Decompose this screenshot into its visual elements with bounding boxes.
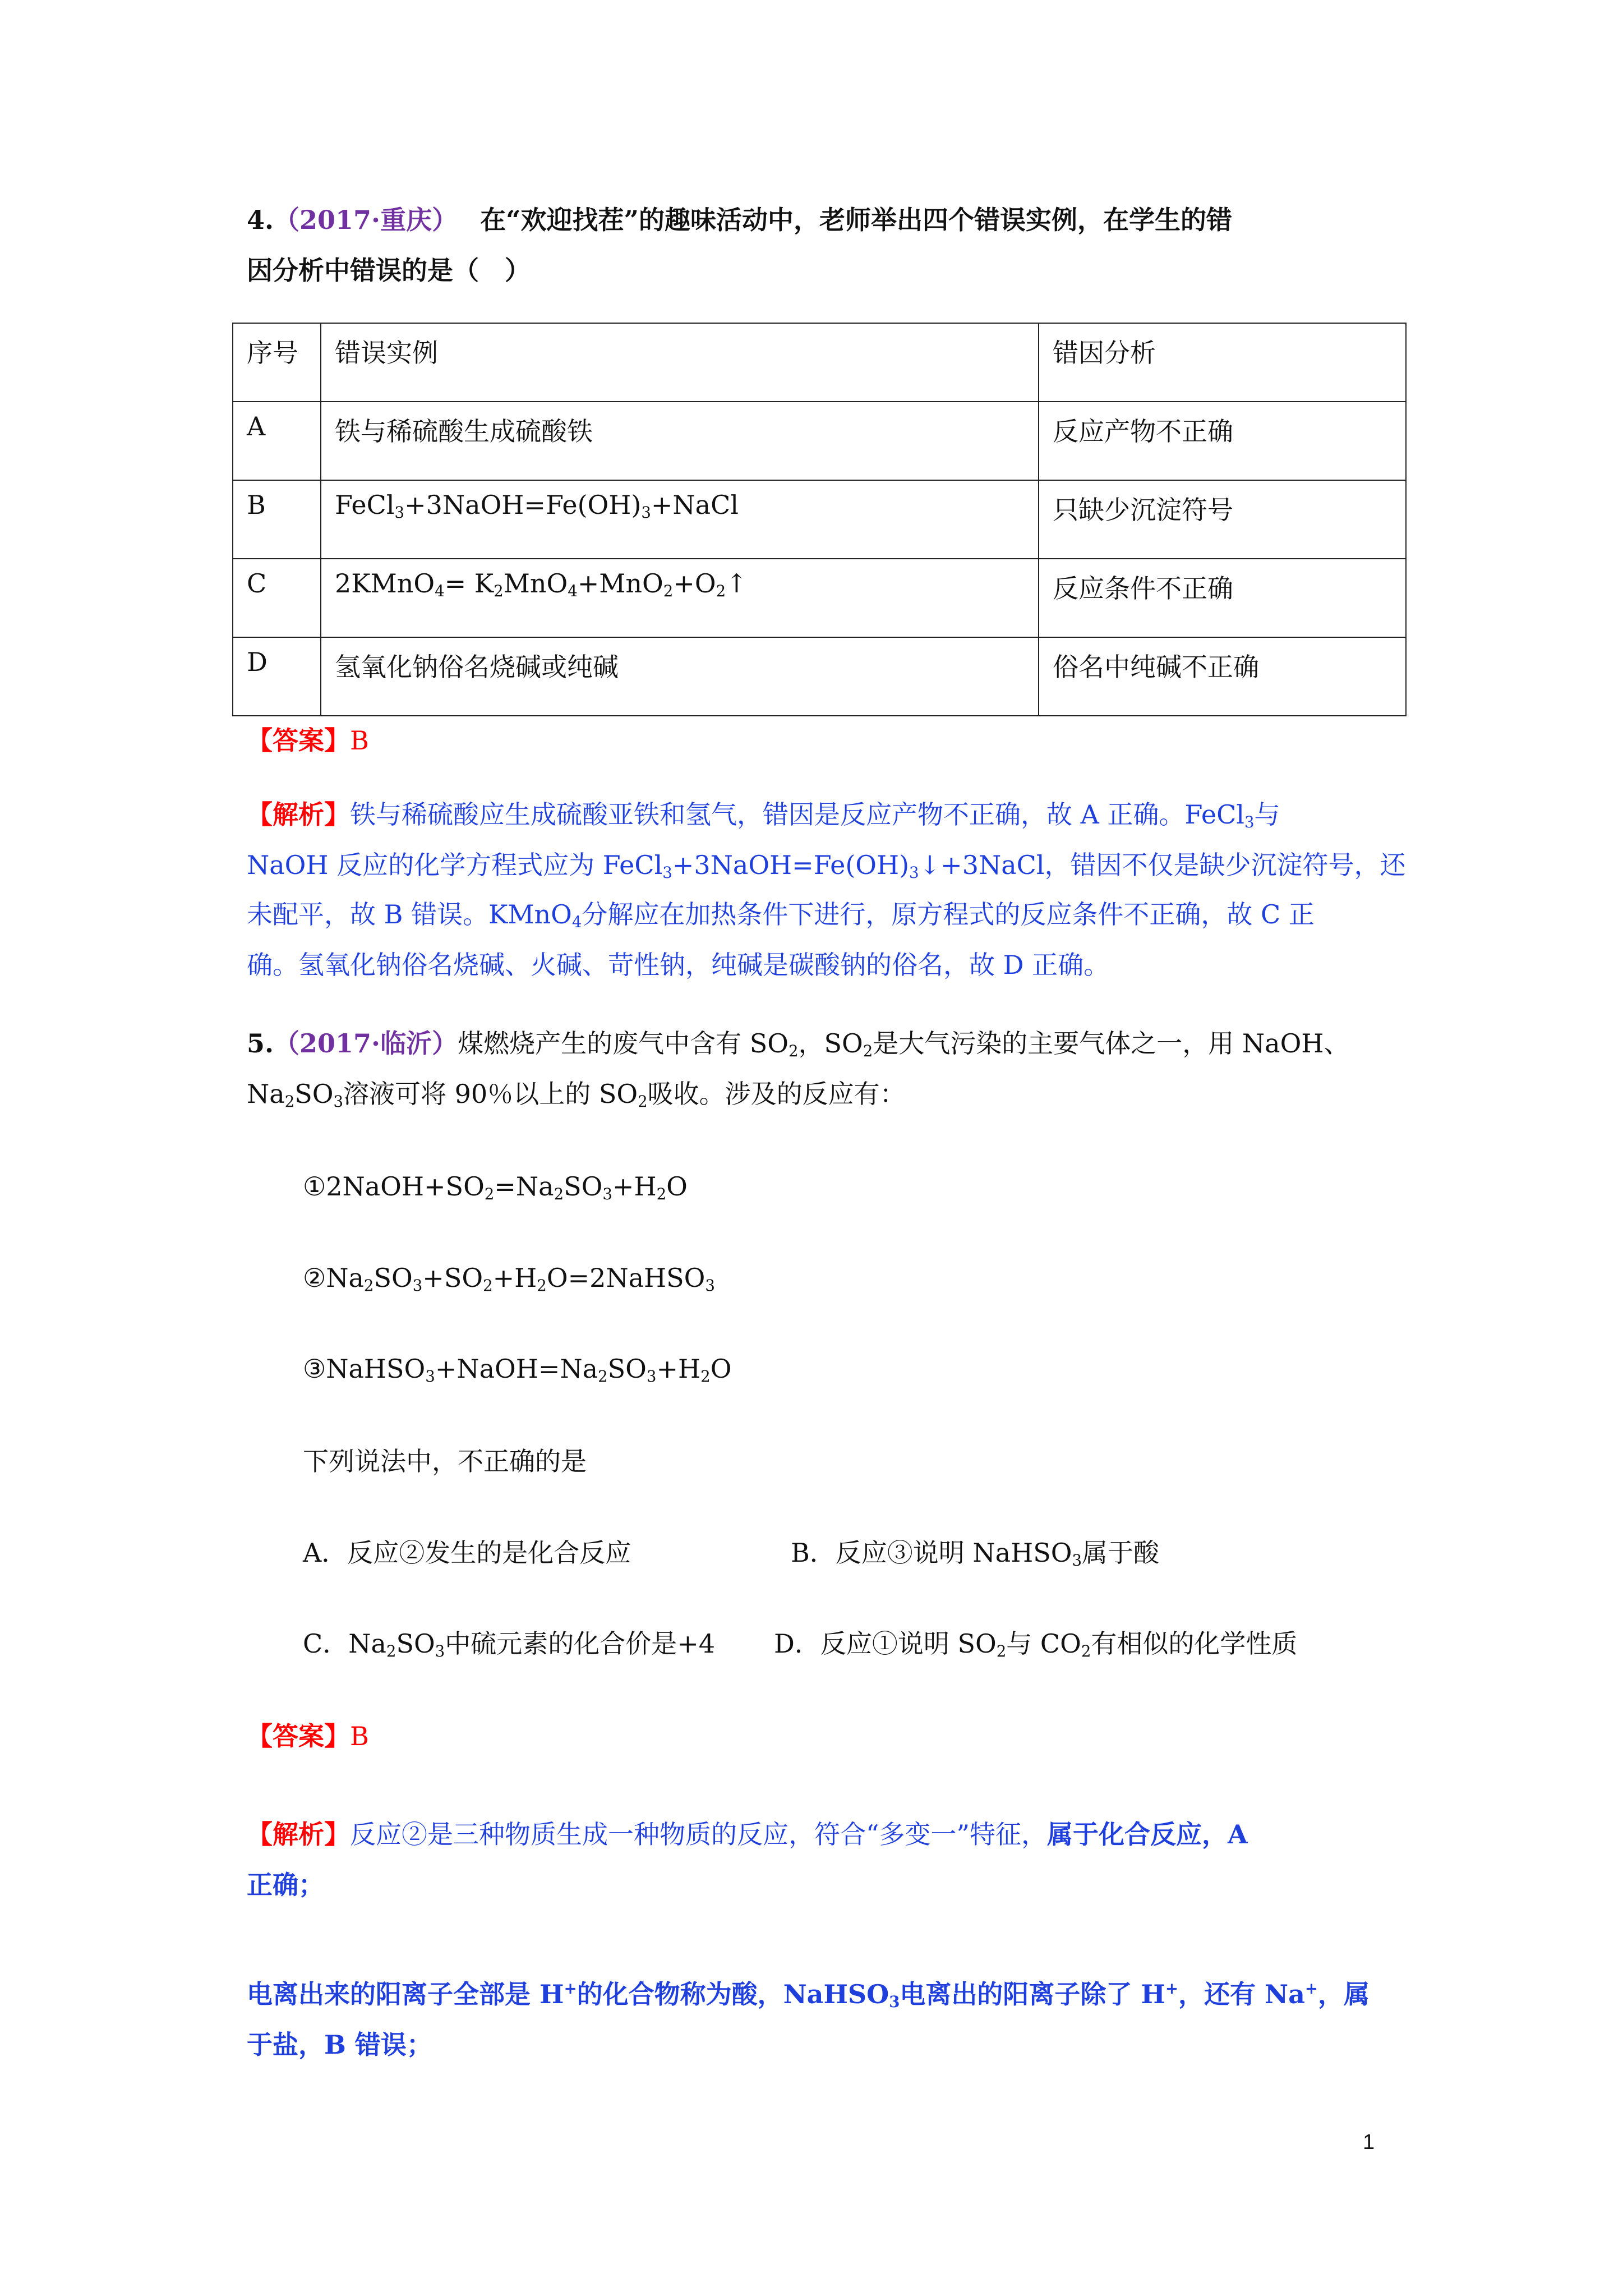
- q5-title-line2: $Na_2SO_3$溶液可将 90％以上的 $SO_2$吸收。涉及的反应有：: [247, 1079, 906, 1111]
- q4-number: 4.: [247, 205, 274, 235]
- answer-value: B: [350, 1721, 369, 1751]
- q5-equation-3: $③NaHSO_3+NaOH=Na_2SO_3+H_2O$: [303, 1354, 732, 1386]
- q5-analysis-line1: 【解析】反应②是三种物质生成一种物质的反应，符合“多变一”特征，属于化合反应，A: [247, 1819, 1248, 1849]
- q5-equation-1: $①2NaOH+SO_2=Na_2SO_3+H_2O$: [303, 1171, 688, 1203]
- q5-answer: [247, 1719, 369, 1753]
- q4-error-table: [232, 323, 1407, 716]
- row-id: A: [233, 402, 321, 480]
- answer-label: 【答案】: [247, 725, 350, 756]
- q4-source: （2017·重庆）: [274, 205, 458, 235]
- answer-label: 【答案】: [247, 1721, 350, 1751]
- q4-analysis-line2: NaOH 反应的化学方程式应为 $FeCl_3+3NaOH=Fe(OH)_3↓+3NaCl$，错因不仅是缺少沉淀符号，还: [247, 850, 1406, 882]
- row-id: D: [233, 637, 321, 716]
- header-cell: 错因分析: [1039, 323, 1406, 402]
- row-example: 氢氧化钠俗名烧碱或纯碱: [321, 637, 1039, 716]
- q5-analysis-line3: 电离出来的阳离子全部是 H+的化合物称为酸，NaHSO$_3$电离出的阳离子除了 H+，还有 Na+，属: [247, 1979, 1370, 2011]
- q5-option-d: D．反应①说明 $SO_2$与 $CO_2$有相似的化学性质: [774, 1628, 1298, 1660]
- row-id: C: [233, 559, 321, 637]
- row-analysis: 反应产物不正确: [1039, 402, 1406, 480]
- table-row: [233, 637, 1406, 716]
- row-analysis: 只缺少沉淀符号: [1039, 480, 1406, 559]
- answer-value: B: [350, 725, 369, 756]
- q4-title-line1: [247, 203, 1232, 237]
- row-analysis: 俗名中纯碱不正确: [1039, 637, 1406, 716]
- q5-option-b: B．反应③说明 NaHSO$_3$属于酸: [791, 1538, 1160, 1570]
- analysis-label: 【解析】: [247, 1819, 350, 1849]
- q4-analysis-line4: 确。氢氧化钠俗名烧碱、火碱、苛性钠，纯碱是碳酸钠的俗名，故 D 正确。: [247, 950, 1110, 980]
- row-example: $FeCl_3+3NaOH=Fe(OH)_3+NaCl$: [321, 480, 1039, 559]
- q5-source: （2017·临沂）: [274, 1028, 458, 1059]
- row-example: 2KMnO$_4$= $K_2MnO_4+MnO_2+O_2↑$: [321, 559, 1039, 637]
- q5-analysis-line4: 于盐，B 错误；: [247, 2030, 432, 2060]
- q5-prompt: 下列说法中，不正确的是: [303, 1446, 587, 1476]
- q5-analysis-line2: 正确；: [247, 1870, 324, 1900]
- analysis-label: 【解析】: [247, 799, 350, 830]
- table-row: [233, 559, 1406, 637]
- q5-option-c: C．$Na_2SO_3$中硫元素的化合价是+4: [303, 1628, 716, 1660]
- table-row: [233, 480, 1406, 559]
- q5-equation-2: $②Na_2SO_3+SO_2+H_2O=2NaHSO_3$: [303, 1263, 715, 1295]
- q4-title-line2: 因分析中错误的是（ ）: [247, 255, 531, 286]
- q4-analysis-line1: 【解析】铁与稀硫酸应生成硫酸亚铁和氢气，错因是反应产物不正确，故 A 正确。FeCl$_3$与: [247, 799, 1280, 831]
- header-cell: 错误实例: [321, 323, 1039, 402]
- q5-number: 5.: [247, 1028, 274, 1059]
- row-analysis: 反应条件不正确: [1039, 559, 1406, 637]
- q5-title-line1: 5.（2017·临沂）煤燃烧产生的废气中含有 $SO_2$，$SO_2$是大气污染的主要气体之一，用 NaOH、: [247, 1028, 1350, 1060]
- page-number: 1: [1363, 2131, 1375, 2154]
- q4-answer: [247, 724, 369, 757]
- q4-question-text-1: 在“欢迎找茬”的趣味活动中，老师举出四个错误实例，在学生的错: [480, 205, 1232, 235]
- table-row: [233, 402, 1406, 480]
- q5-option-a: A．反应②发生的是化合反应: [303, 1538, 631, 1568]
- q4-analysis-line3: 未配平，故 B 错误。KMnO$_4$分解应在加热条件下进行，原方程式的反应条件不正确，故 C 正: [247, 899, 1315, 931]
- row-example: 铁与稀硫酸生成硫酸铁: [321, 402, 1039, 480]
- row-id: B: [233, 480, 321, 559]
- table-header-row: [233, 323, 1406, 402]
- header-cell: 序号: [233, 323, 321, 402]
